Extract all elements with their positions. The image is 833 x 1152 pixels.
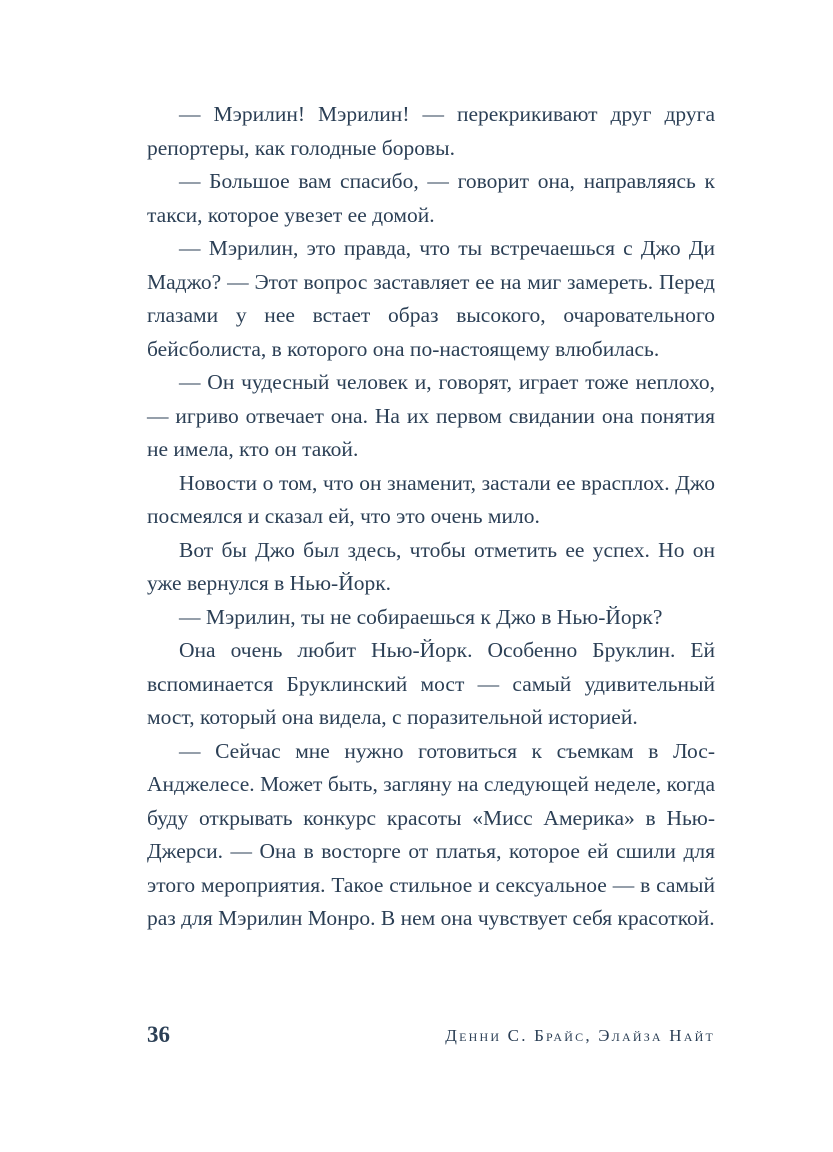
paragraph: Новости о том, что он знаменит, застали ее врасплох. Джо посмеялся и сказал ей, что это очень мило. xyxy=(147,470,715,528)
paragraph: — Мэрилин! Мэрилин! — перекрикивают друг друга репортеры, как голодные боровы. xyxy=(147,102,715,160)
page-number: 36 xyxy=(147,1022,170,1047)
paragraph: — Мэрилин, это правда, что ты встречаешься с Джо Ди Маджо? — Этот вопрос заставляет ее на миг замереть. Перед глазами у нее встает образ высокого, очаровательного бейсболиста, в которого она по-настоящему влюбилась. xyxy=(147,236,715,361)
paragraph: — Мэрилин, ты не собираешься к Джо в Нью-Йорк? xyxy=(179,604,663,629)
paragraph: Она очень любит Нью-Йорк. Особенно Бруклин. Ей вспоминается Бруклинский мост — самый удивительный мост, который она видела, с поразительной историей. xyxy=(147,638,715,729)
paragraph: — Он чудесный человек и, говорят, играет тоже неплохо, — игриво отвечает она. На их первом свидании она понятия не имела, кто он такой. xyxy=(147,370,715,461)
body-text xyxy=(147,98,715,936)
paragraph: — Сейчас мне нужно готовиться к съемкам в Лос-Анджелесе. Может быть, загляну на следующей неделе, когда буду открывать конкурс красоты «Мисс Америка» в Нью-Джерси. — Она в восторге от платья, которое ей сшили для этого мероприятия. Такое стильное и сексуальное — в самый раз для Мэрилин Монро. В нем она чувствует себя красоткой. xyxy=(147,738,715,930)
page-footer xyxy=(147,1022,715,1058)
running-head: Денни С. Брайс, Элайза Найт xyxy=(445,1026,715,1045)
paragraph: — Большое вам спасибо, — говорит она, направляясь к такси, которое увезет ее домой. xyxy=(147,169,715,227)
paragraph: Вот бы Джо был здесь, чтобы отметить ее успех. Но он уже вернулся в Нью-Йорк. xyxy=(147,537,715,595)
